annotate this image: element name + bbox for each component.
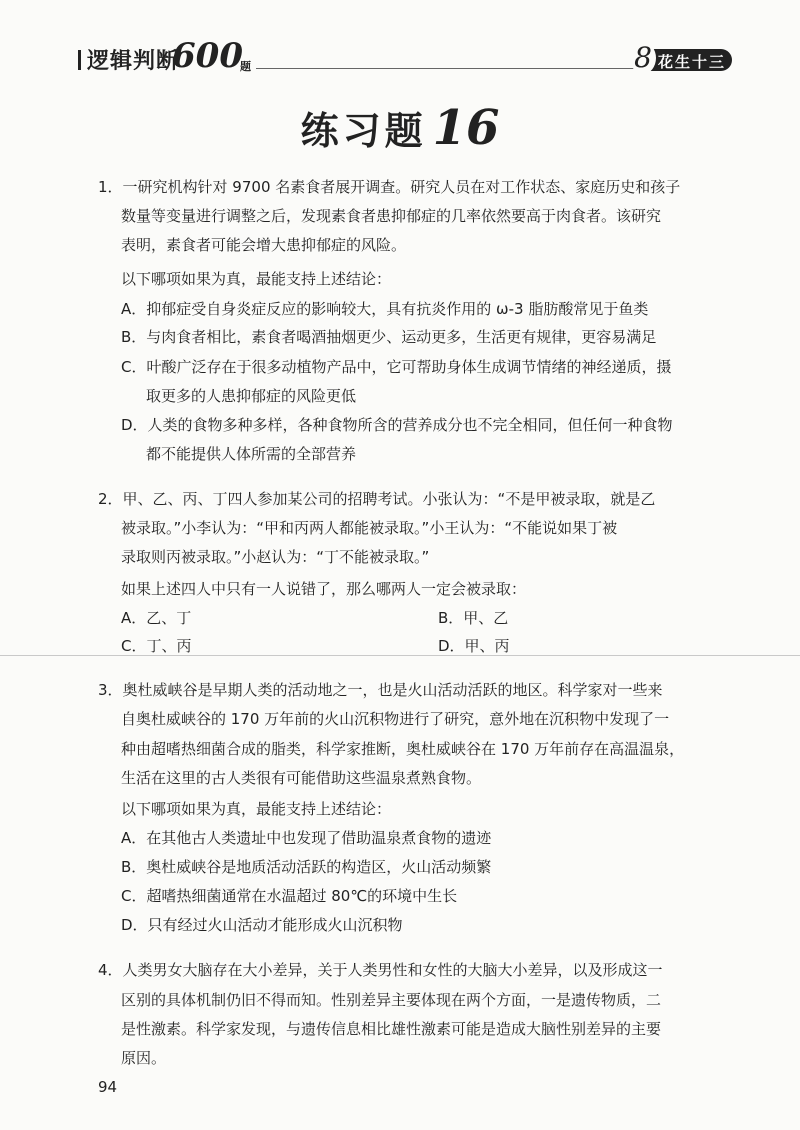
book-title-suffix: 题 [240, 60, 251, 73]
question-2-option-d: D．甲、丙 [438, 637, 510, 655]
question-2-line-3: 录取则丙被录取。”小赵认为：“丁不能被录取。” [121, 548, 430, 566]
scan-fold-line [0, 655, 800, 656]
question-1-line-3: 表明，素食者可能会增大患抑郁症的风险。 [121, 236, 407, 254]
page-title-number: 16 [432, 100, 500, 156]
page-number: 94 [98, 1078, 118, 1096]
question-2-option-c: C．丁、丙 [121, 637, 192, 655]
question-1-line-1: 1．一研究机构针对 9700 名素食者展开调查。研究人员在对工作状态、家庭历史和孩子 [98, 178, 681, 196]
book-title [78, 44, 179, 75]
question-3-prompt: 以下哪项如果为真，最能支持上述结论： [121, 800, 392, 818]
book-title-text: 逻辑判断 [87, 49, 180, 74]
author-logo-mark: 8 [630, 42, 656, 74]
question-3-line-1: 3．奥杜威峡谷是早期人类的活动地之一，也是火山活动活跃的地区。科学家对一些来 [98, 681, 663, 699]
book-title-number: 600 [172, 36, 243, 76]
question-1-option-b: B．与肉食者相比，素食者喝酒抽烟更少、运动更多，生活更有规律，更容易满足 [121, 328, 657, 346]
header-rule [256, 68, 634, 69]
question-3-option-d: D．只有经过火山活动才能形成火山沉积物 [121, 916, 403, 934]
question-1-prompt: 以下哪项如果为真，最能支持上述结论： [121, 270, 392, 288]
question-1-option-d: D．人类的食物多种多样，各种食物所含的营养成分也不完全相同，但任何一种食物 [121, 416, 673, 434]
question-3-line-2: 自奥杜威峡谷的 170 万年前的火山沉积物进行了研究，意外地在沉积物中发现了一 [121, 710, 670, 728]
question-2-option-a: A．乙、丁 [121, 609, 192, 627]
question-1-option-d-cont: 都不能提供人体所需的全部营养 [146, 445, 357, 463]
question-2-line-2: 被录取。”小李认为：“甲和丙两人都能被录取。”小王认为：“不能说如果丁被 [121, 519, 618, 537]
question-2-prompt: 如果上述四人中只有一人说错了，那么哪两人一定会被录取： [121, 580, 527, 598]
page-title-text: 练习题 [300, 109, 427, 153]
question-1-option-a: A．抑郁症受自身炎症反应的影响较大，具有抗炎作用的 ω-3 脂肪酸常见于鱼类 [121, 300, 649, 318]
running-header [70, 36, 730, 80]
question-1-option-c-cont: 取更多的人患抑郁症的风险更低 [146, 387, 357, 405]
author-name: 花生十三 [658, 53, 727, 71]
question-3-line-4: 生活在这里的古人类很有可能借助这些温泉煮熟食物。 [121, 769, 482, 787]
question-2-line-1: 2．甲、乙、丙、丁四人参加某公司的招聘考试。小张认为：“不是甲被录取，就是乙 [98, 490, 656, 508]
page-title [0, 100, 800, 156]
question-4-line-3: 是性激素。科学家发现，与遗传信息相比雄性激素可能是造成大脑性别差异的主要 [121, 1020, 662, 1038]
question-3-option-c: C．超嗜热细菌通常在水温超过 80℃的环境中生长 [121, 887, 458, 905]
question-1-option-c: C．叶酸广泛存在于很多动植物产品中，它可帮助身体生成调节情绪的神经递质，摄 [121, 358, 672, 376]
question-3-option-b: B．奥杜威峡谷是地质活动活跃的构造区，火山活动频繁 [121, 858, 492, 876]
question-3-line-3: 种由超嗜热细菌合成的脂类，科学家推断，奥杜威峡谷在 170 万年前存在高温温泉， [121, 740, 685, 758]
question-4-line-4: 原因。 [121, 1049, 167, 1067]
question-4-line-2: 区别的具体机制仍旧不得而知。性别差异主要体现在两个方面，一是遗传物质，二 [121, 991, 662, 1009]
question-3-option-a: A．在其他古人类遗址中也发现了借助温泉煮食物的遗迹 [121, 829, 492, 847]
question-1-line-2: 数量等变量进行调整之后，发现素食者患抑郁症的几率依然要高于肉食者。该研究 [121, 207, 662, 225]
question-2-option-b: B．甲、乙 [438, 609, 509, 627]
question-4-line-1: 4．人类男女大脑存在大小差异，关于人类男性和女性的大脑大小差异，以及形成这一 [98, 961, 663, 979]
